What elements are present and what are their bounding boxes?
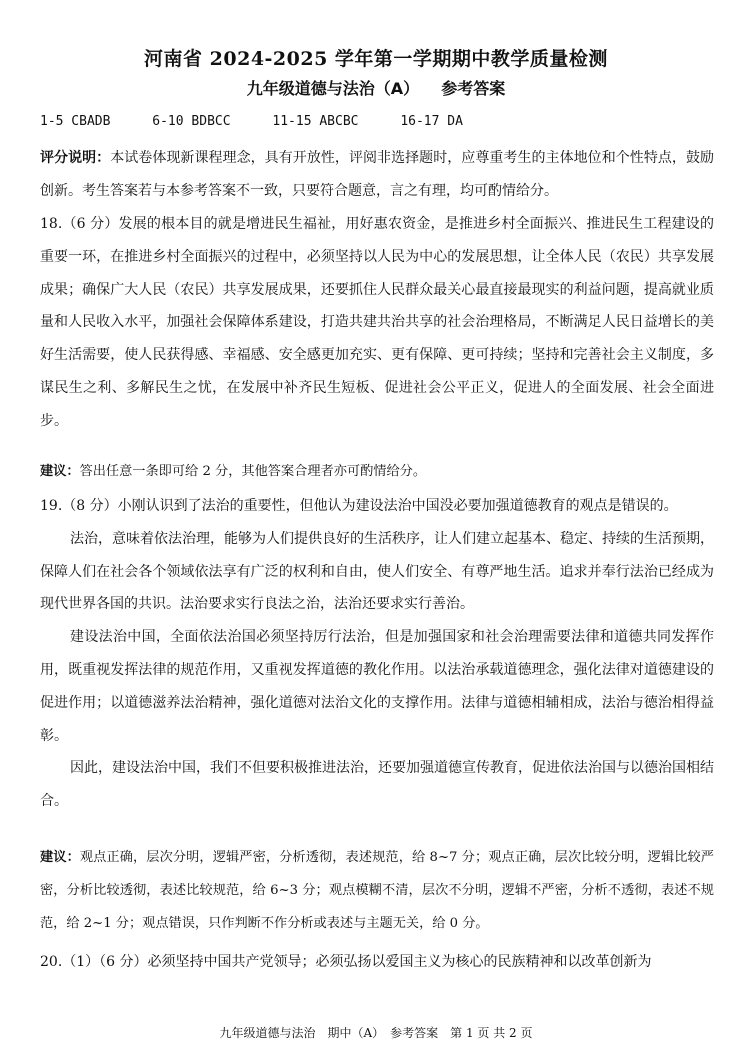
question-18-suggestion: [40, 456, 714, 489]
question-19-intro: 19.（8 分）小刚认识到了法治的重要性，但他认为建设法治中国没必要加强道德教育的观点是错误的。: [40, 498, 678, 514]
question-19-paragraph: 建设法治中国，全面依法治国必须坚持厉行法治，但是加强国家和社会治理需要法律和道德共同发挥作用，既重视发挥法律的规范作用，又重视发挥道德的教化作用。以法治承载道德理念，强化法律对道德建设的促进作用；以道德滋养法治精神，强化道德对法治文化的支撑作用。法律与道德相辅相成，法治与德治相得益彰。: [40, 629, 714, 744]
question-18-text: 18.（6 分）发展的根本目的就是增进民生福祉，用好惠农资金，是推进乡村全面振兴、推进民生工程建设的重要一环，在推进乡村全面振兴的过程中，必须坚持以人民为中心的发展思想，让全体人民（农民）共享发展成果；确保广大人民（农民）共享发展成果，还要抓住人民群众最关心最直接最现实的利益问题，提高就业质量和人民收入水平，加强社会保障体系建设，打造共建共治共享的社会治理格局，不断满足人民日益增长的美好生活需要，使人民获得感、幸福感、安全感更加充实、更有保障、更可持续；坚持和完善社会主义制度，多谋民生之利、多解民生之忧，在发展中补齐民生短板、促进社会公平正义，促进人的全面发展、社会全面进步。: [40, 216, 714, 429]
answer-group: 1-5 CBADB: [40, 114, 111, 129]
scoring-note-text: 本试卷体现新课程理念，具有开放性，评阅非选择题时，应尊重考生的主体地位和个性特点，鼓励创新。考生答案若与本参考答案不一致，只要符合题意，言之有理，均可酌情给分。: [40, 150, 715, 199]
answer-group: 11-15 ABCBC: [272, 114, 359, 129]
suggestion-text: 答出任意一条即可给 2 分，其他答案合理者亦可酌情给分。: [79, 464, 427, 479]
question-19-answer: [40, 490, 714, 818]
subtitle-answer-label: 参考答案: [441, 79, 506, 98]
question-19-paragraph: 法治，意味着依法治理，能够为人们提供良好的生活秩序，让人们建立起基本、稳定、持续的生活预期，保障人们在社会各个领域依法享有广泛的权利和自由，使人们安全、有尊严地生活。追求并奉行法治已经成为现代世界各国的共识。法治要求实行良法之治，法治还要求实行善治。: [40, 530, 714, 613]
subtitle-grade: 九年级道德与法治（A）: [246, 79, 420, 98]
page-footer: 九年级道德与法治 期中（A） 参考答案 第 1 页 共 2 页: [219, 1026, 533, 1040]
question-19-suggestion: [40, 842, 714, 940]
suggestion-text: 观点正确，层次分明，逻辑严密，分析透彻，表述规范，给 8~7 分；观点正确，层次比较分明，逻辑比较严密，分析比较透彻，表述比较规范，给 6~3 分；观点模糊不清，层次不分明，逻辑不严密，分析不透彻，表述不规范，给 2~1 分；观点错误，只作判断不作分析或表述与主题无关，给 0 分。: [40, 850, 714, 931]
question-20-answer: [40, 946, 714, 979]
choice-answers: [40, 114, 497, 129]
scoring-note: [40, 142, 714, 208]
scoring-note-label: 评分说明：: [40, 150, 111, 166]
answer-group: 16-17 DA: [400, 114, 463, 129]
answer-group: 6-10 BDBCC: [152, 114, 231, 129]
suggestion-label: 建议：: [40, 850, 80, 865]
suggestion-label: 建议：: [40, 464, 80, 479]
page-subtitle: [0, 76, 752, 99]
question-18-answer: [40, 208, 714, 438]
question-20-text: 20.（1）（6 分）必须坚持中国共产党领导；必须弘扬以爱国主义为核心的民族精神和以改革创新为: [40, 954, 652, 970]
page-title: 河南省 2024-2025 学年第一学期期中教学质量检测: [144, 48, 608, 70]
question-19-paragraph: 因此，建设法治中国，我们不但要积极推进法治，还要加强道德宣传教育，促进依法治国与以德治国相结合。: [40, 760, 714, 810]
